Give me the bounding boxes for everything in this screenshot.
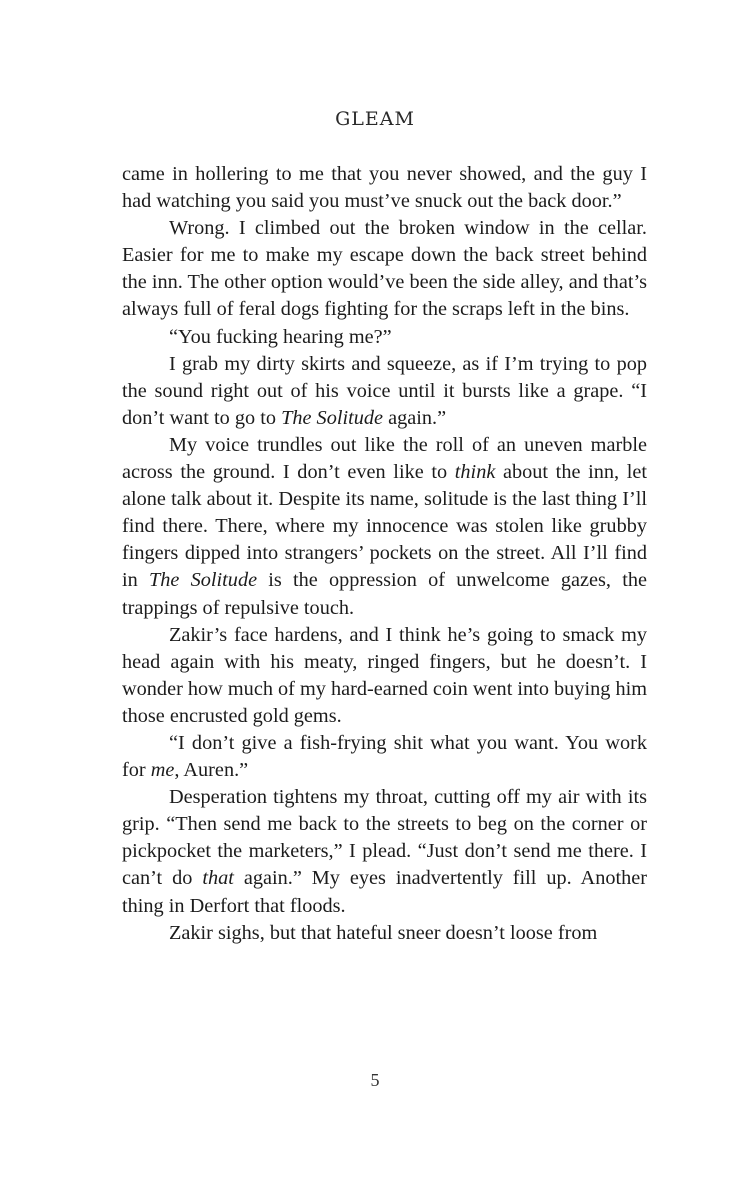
paragraph-3-text: “You fucking hearing me?”	[169, 325, 392, 348]
running-head-title: GLEAM	[335, 108, 415, 130]
paragraph-7-italic-me: me	[150, 759, 175, 782]
paragraph-1	[122, 161, 647, 215]
paragraph-4-italic-title: The Solitude	[281, 406, 384, 429]
paragraph-1-text: came in hollering to me that you never showed, and the guy I had watching you said you must’ve snuck out the back door.”	[122, 163, 647, 213]
paragraph-5-text-c: is the oppression of unwelcome gazes, the trappings of repulsive touch.	[122, 569, 647, 619]
paragraph-5-text-b: about the inn, let alone talk about it. Despite its name, solitude is the last thing I’ll find there. There, where my innocence was stolen like grubby fingers dipped into strangers’ pockets on the street. All I’ll find in	[122, 461, 647, 592]
paragraph-3	[122, 324, 647, 351]
paragraph-5-text-a: My voice trundles out like the roll of an uneven marble across the ground. I don’t even like to	[122, 433, 647, 484]
paragraph-7	[122, 730, 647, 784]
paragraph-7-text-b: , Auren.”	[174, 759, 249, 782]
paragraph-8-text-a: Desperation tightens my throat, cutting off my air with its grip. “Then send me back to the streets to beg on the corner or pickpocket the marketers,” I plead. “Just don’t send me there. I can’t do	[122, 786, 647, 890]
paragraph-5-italic-title: The Solitude	[148, 569, 258, 592]
paragraph-4	[122, 351, 647, 432]
paragraph-7-text-a: “I don’t give a fish-frying shit what you want. You work for	[122, 731, 647, 782]
paragraph-8	[122, 784, 647, 919]
paragraph-6	[122, 622, 647, 730]
paragraph-4-text-a: I grab my dirty skirts and squeeze, as if I’m trying to pop the sound right out of his voice until it bursts like a grape. “I don’t want to go to	[122, 352, 647, 429]
paragraph-2-text: Wrong. I climbed out the broken window in the cellar. Easier for me to make my escape down the back street behind the inn. The other option would’ve been the side alley, and that’s always full of feral dogs fighting for the scraps left in the bins.	[122, 217, 647, 321]
paragraph-8-italic-that: that	[202, 867, 234, 890]
paragraph-9-text: Zakir sighs, but that hateful sneer doesn’t loose from	[169, 921, 598, 944]
paragraph-5	[122, 432, 647, 622]
body-text	[122, 161, 647, 947]
paragraph-8-text-b: again.” My eyes inadvertently fill up. Another thing in Derfort that floods.	[122, 867, 647, 917]
paragraph-6-text: Zakir’s face hardens, and I think he’s going to smack my head again with his meaty, ringed fingers, but he doesn’t. I wonder how much of my hard-earned coin went into buying him those encrusted gold gems.	[122, 623, 647, 727]
paragraph-5-italic-think: think	[454, 461, 496, 484]
paragraph-9	[122, 920, 647, 947]
page-number: 5	[370, 1070, 380, 1090]
paragraph-2	[122, 215, 647, 323]
paragraph-4-text-b: again.”	[383, 406, 447, 429]
